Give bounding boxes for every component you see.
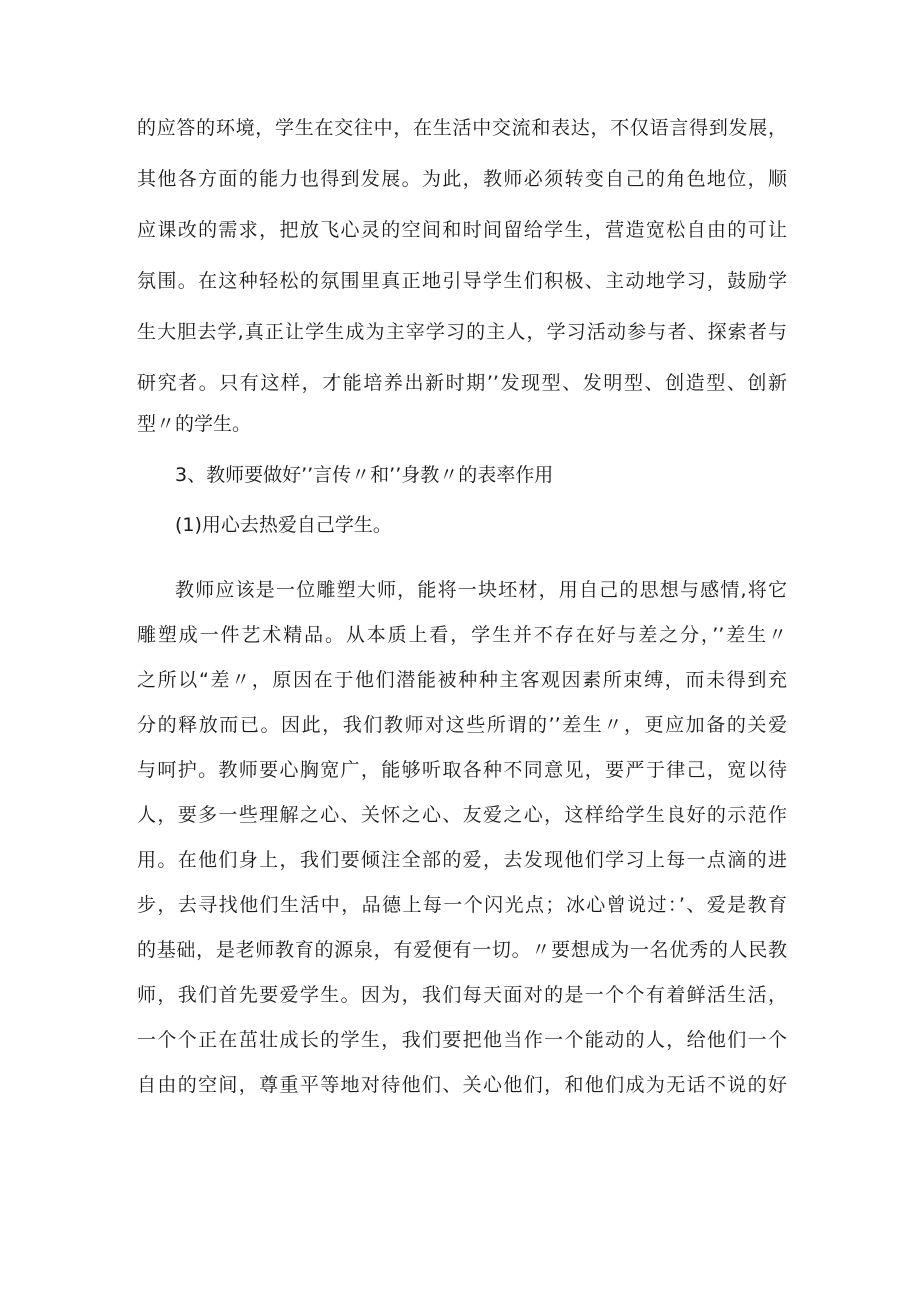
heading-text: 3、教师要做好’’言传〃和’’身教〃的表率作用 [175,464,554,486]
paragraph-line: 之所以“差〃，原因在于他们潜能被种种主客观因素所束缚，而未得到充 [137,669,787,691]
paragraph-line: 用。在他们身上，我们要倾注全部的爱，去发现他们学习上每一点滴的进 [137,849,787,871]
paragraph-line: 研究者。只有这样，才能培养出新时期’’发现型、发明型、创造型、创新 [137,372,787,394]
paragraph-line: 氛围。在这种轻松的氛围里真正地引导学生们积极、主动地学习，鼓励学 [137,270,787,292]
paragraph-line: 雕塑成一件艺术精品。从本质上看，学生并不存在好与差之分，’’差生〃 [137,624,787,646]
paragraph-line: 自由的空间，尊重平等地对待他们、关心他们，和他们成为无话不说的好 [137,1074,787,1096]
paragraph-line: 教师应该是一位雕塑大师，能将一块坯材，用自己的思想与感情,将它 [175,579,787,601]
paragraph-line: 一个个正在茁壮成长的学生，我们要把他当作一个能动的人，给他们一个 [137,1029,787,1051]
paragraph-line: 师，我们首先要爱学生。因为，我们每天面对的是一个个有着鲜活生活， [137,984,787,1006]
paragraph-line: 生大胆去学,真正让学生成为主宰学习的主人，学习活动参与者、探索者与 [137,321,787,343]
sub-heading-text: (1)用心去热爱自己学生。 [175,514,392,536]
paragraph-line: 步，去寻找他们生活中，品德上每一个闪光点；冰心曾说过：’、爱是教育 [137,894,787,916]
paragraph-line: 其他各方面的能力也得到发展。为此，教师必须转变自己的角色地位，顺 [137,168,787,190]
paragraph-line: 的基础，是老师教育的源泉，有爱便有一切。〃要想成为一名优秀的人民教 [137,939,787,961]
paragraph-line: 与呵护。教师要心胸宽广，能够听取各种不同意见，要严于律己，宽以待 [137,759,787,781]
paragraph-line: 人，要多一些理解之心、关怀之心、友爱之心，这样给学生良好的示范作 [137,804,787,826]
paragraph-line: 分的释放而已。因此，我们教师对这些所谓的’’差生〃，更应加备的关爱 [137,714,787,736]
paragraph-line: 的应答的环境，学生在交往中，在生活中交流和表达，不仅语言得到发展， [137,117,787,139]
paragraph-line: 型〃的学生。 [137,413,252,435]
paragraph-line: 应课改的需求，把放飞心灵的空间和时间留给学生，营造宽松自由的可让 [137,219,787,241]
